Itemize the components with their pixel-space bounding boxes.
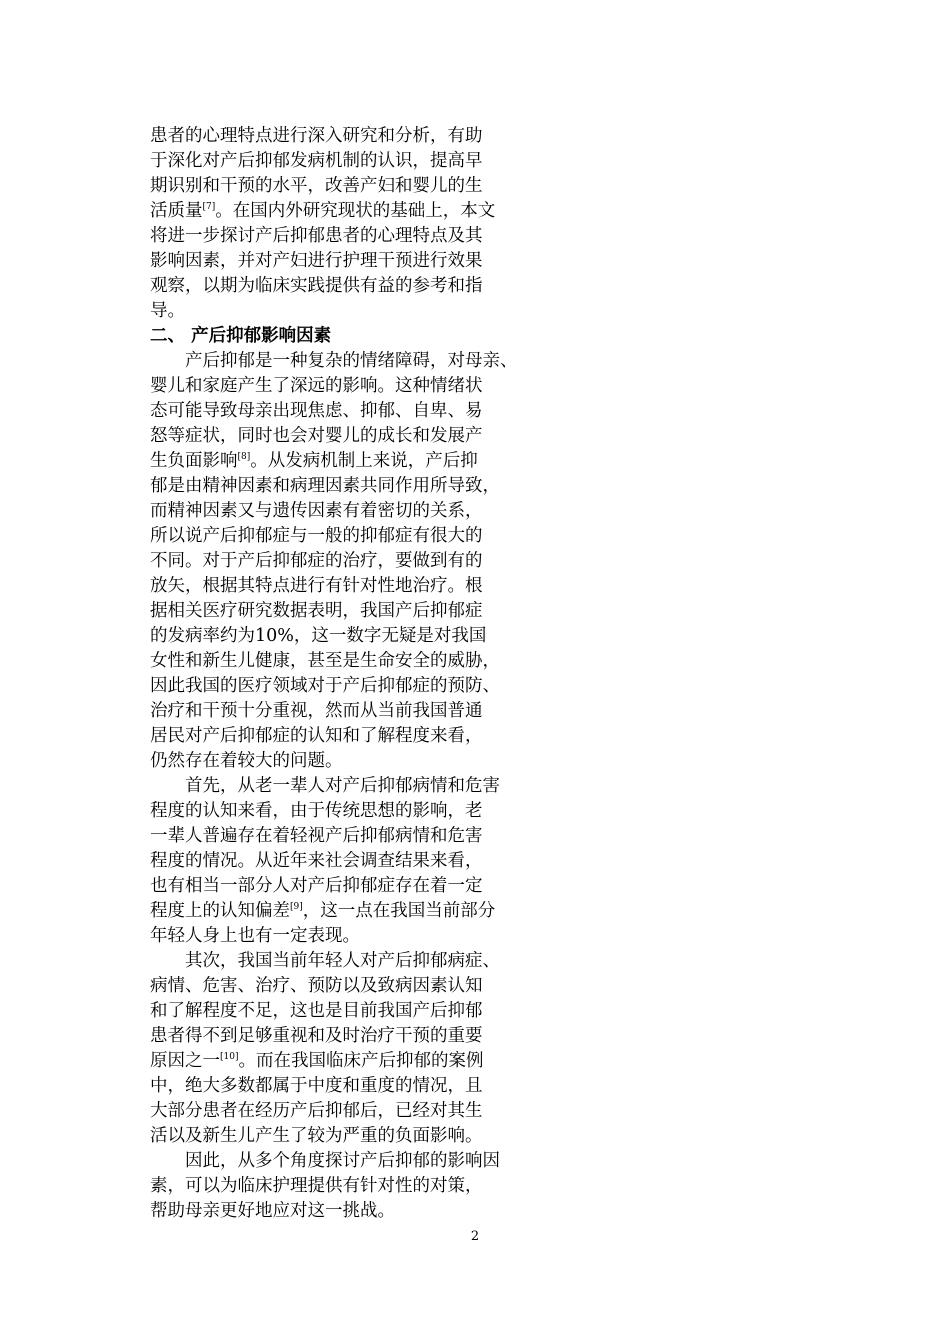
- body-text-line: 患者得不到足够重视和及时治疗干预的重要: [150, 1026, 483, 1046]
- body-text-line: 不同。对于产后抑郁症的治疗，要做到有的: [150, 551, 483, 571]
- body-text-line: 程度的认知来看，由于传统思想的影响，老: [150, 801, 483, 821]
- body-text-line: 患者的心理特点进行深入研究和分析，有助: [150, 126, 483, 146]
- body-text-line: 年轻人身上也有一定表现。: [150, 926, 360, 946]
- citation-ref: [8]: [237, 452, 251, 462]
- body-text-line: 一辈人普遍存在着轻视产后抑郁病情和危害: [150, 826, 483, 846]
- body-text-line: 郁是由精神因素和病理因素共同作用所导致，: [150, 476, 500, 496]
- body-text-line: 影响因素，并对产妇进行护理干预进行效果: [150, 251, 483, 271]
- body-text-line: 大部分患者在经历产后抑郁后，已经对其生: [150, 1101, 483, 1121]
- body-text-line: [150, 199, 790, 223]
- body-text-line: 活以及新生儿产生了较为严重的负面影响。: [150, 1126, 483, 1146]
- body-text-line: 女性和新生儿健康，甚至是生命安全的威胁，: [150, 651, 500, 671]
- body-text-line: 居民对产后抑郁症的认知和了解程度来看，: [150, 726, 483, 746]
- body-text-line: 其次，我国当前年轻人对产后抑郁病症、: [150, 951, 500, 971]
- body-text-line: 帮助母亲更好地应对这一挑战。: [150, 1201, 395, 1221]
- line-text: 原因之一: [150, 1051, 220, 1071]
- citation-ref: [10]: [220, 1052, 239, 1062]
- page-number: 2: [470, 1229, 480, 1244]
- body-text-line: 婴儿和家庭产生了深远的影响。这种情绪状: [150, 376, 483, 396]
- body-text-line: 素，可以为临床护理提供有针对性的对策，: [150, 1176, 483, 1196]
- line-text: 。而在我国临床产后抑郁的案例: [238, 1051, 484, 1071]
- body-text-line: 产后抑郁是一种复杂的情绪障碍，对母亲、: [150, 351, 518, 371]
- citation-ref: [7]: [202, 202, 216, 212]
- body-text-line: 观察，以期为临床实践提供有益的参考和指: [150, 276, 483, 296]
- body-text-line: 据相关医疗研究数据表明，我国产后抑郁症: [150, 601, 483, 621]
- line-text: 。在国内外研究现状的基础上，本文: [215, 201, 496, 221]
- body-text-line: 仍然存在着较大的问题。: [150, 751, 343, 771]
- body-text-line: 怒等症状，同时也会对婴儿的成长和发展产: [150, 426, 483, 446]
- body-text-line: 和了解程度不足，这也是目前我国产后抑郁: [150, 1001, 483, 1021]
- body-text-line: [150, 899, 790, 923]
- body-text-line: 放矢，根据其特点进行有针对性地治疗。根: [150, 576, 483, 596]
- line-text: 活质量: [150, 201, 203, 221]
- body-text-line: [150, 1049, 790, 1073]
- body-text-line: 导。: [150, 301, 185, 321]
- body-text-line: 将进一步探讨产后抑郁患者的心理特点及其: [150, 226, 483, 246]
- body-text-line: 因此我国的医疗领域对于产后抑郁症的预防、: [150, 676, 500, 696]
- body-text-line: 的发病率约为10%，这一数字无疑是对我国: [150, 626, 487, 646]
- body-text-line: 中，绝大多数都属于中度和重度的情况，且: [150, 1076, 483, 1096]
- body-text-line: 病情、危害、治疗、预防以及致病因素认知: [150, 976, 483, 996]
- line-text: 生负面影响: [150, 451, 238, 471]
- body-text-line: 期识别和干预的水平，改善产妇和婴儿的生: [150, 176, 483, 196]
- body-text-line: 所以说产后抑郁症与一般的抑郁症有很大的: [150, 526, 483, 546]
- line-text: 。从发病机制上来说，产后抑: [250, 451, 478, 471]
- body-text-line: [150, 449, 790, 473]
- line-text: ，这一点在我国当前部分: [302, 901, 496, 921]
- body-text-line: 因此，从多个角度探讨产后抑郁的影响因: [150, 1151, 500, 1171]
- body-text-line: 程度的情况。从近年来社会调查结果来看，: [150, 851, 483, 871]
- body-text-line: 而精神因素又与遗传因素有着密切的关系，: [150, 501, 483, 521]
- section-heading: 二、 产后抑郁影响因素: [150, 326, 332, 346]
- body-text-line: 态可能导致母亲出现焦虑、抑郁、自卑、易: [150, 401, 483, 421]
- body-text-line: 于深化对产后抑郁发病机制的认识，提高早: [150, 151, 483, 171]
- body-text-line: 治疗和干预十分重视，然而从当前我国普通: [150, 701, 483, 721]
- body-text-line: 首先，从老一辈人对产后抑郁病情和危害: [150, 776, 500, 796]
- body-text-line: 也有相当一部分人对产后抑郁症存在着一定: [150, 876, 483, 896]
- line-text: 程度上的认知偏差: [150, 901, 290, 921]
- citation-ref: [9]: [290, 902, 303, 912]
